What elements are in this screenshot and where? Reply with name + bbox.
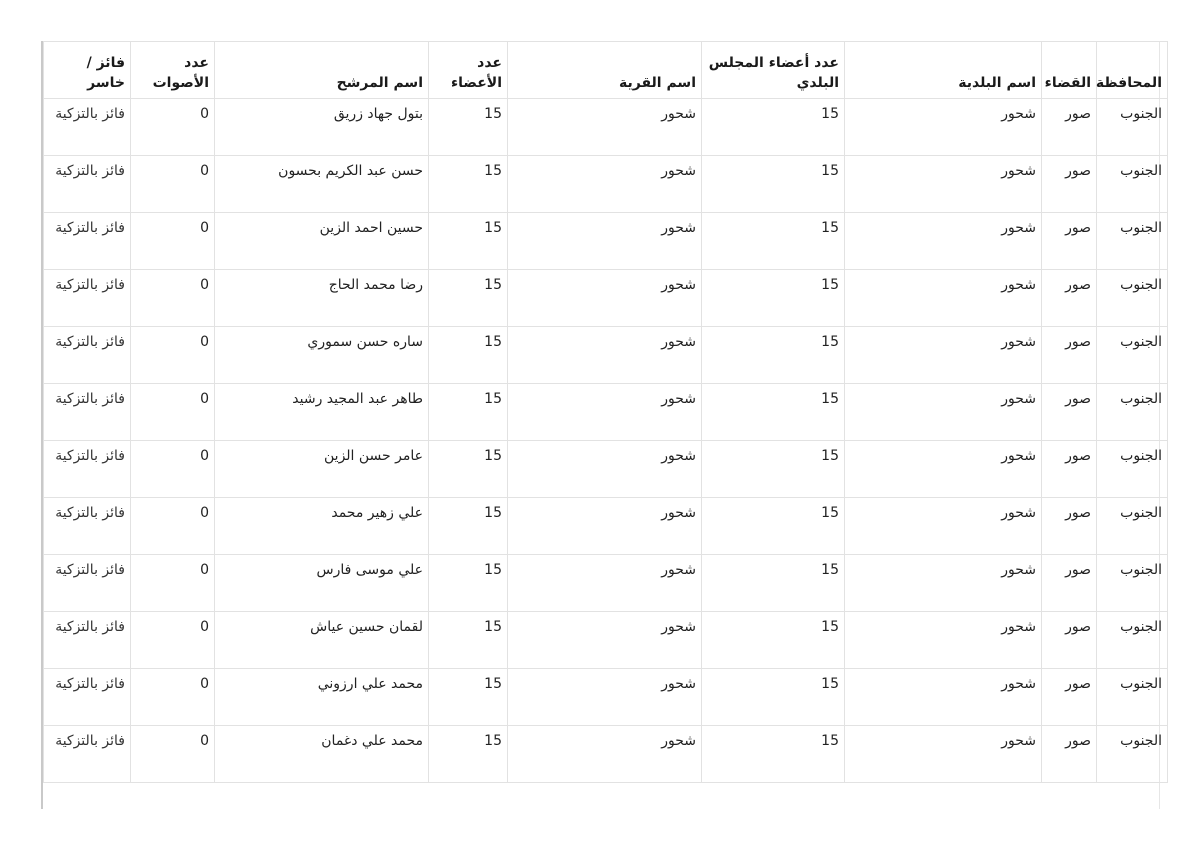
cell-village: شحور — [508, 327, 702, 384]
cell-candidate: محمد علي ارزوني — [215, 669, 429, 726]
cell-members: 15 — [429, 726, 508, 783]
cell-village: شحور — [508, 555, 702, 612]
cell-votes: 0 — [131, 270, 215, 327]
cell-candidate: عامر حسن الزين — [215, 441, 429, 498]
cell-votes: 0 — [131, 213, 215, 270]
header-council-members: عدد أعضاء المجلس البلدي — [702, 42, 845, 99]
cell-candidate: لقمان حسين عياش — [215, 612, 429, 669]
cell-municipality: شحور — [845, 213, 1042, 270]
cell-candidate: رضا محمد الحاج — [215, 270, 429, 327]
cell-candidate: حسين احمد الزين — [215, 213, 429, 270]
cell-council-members: 15 — [702, 612, 845, 669]
cell-votes: 0 — [131, 726, 215, 783]
header-governorate: المحافظة — [1097, 42, 1168, 99]
cell-village: شحور — [508, 270, 702, 327]
header-row — [44, 42, 1168, 99]
header-village: اسم القرية — [508, 42, 702, 99]
cell-council-members: 15 — [702, 270, 845, 327]
cell-governorate: الجنوب — [1097, 213, 1168, 270]
cell-governorate: الجنوب — [1097, 99, 1168, 156]
cell-governorate: الجنوب — [1097, 669, 1168, 726]
cell-governorate: الجنوب — [1097, 156, 1168, 213]
cell-result: فائز بالتزكية — [44, 327, 131, 384]
cell-council-members: 15 — [702, 441, 845, 498]
cell-votes: 0 — [131, 555, 215, 612]
cell-governorate: الجنوب — [1097, 612, 1168, 669]
cell-result: فائز بالتزكية — [44, 498, 131, 555]
table-row — [44, 327, 1168, 384]
cell-district: صور — [1042, 669, 1097, 726]
cell-votes: 0 — [131, 384, 215, 441]
cell-village: شحور — [508, 612, 702, 669]
cell-district: صور — [1042, 498, 1097, 555]
cell-result: فائز بالتزكية — [44, 384, 131, 441]
cell-votes: 0 — [131, 327, 215, 384]
cell-votes: 0 — [131, 156, 215, 213]
table-row — [44, 498, 1168, 555]
cell-municipality: شحور — [845, 270, 1042, 327]
cell-governorate: الجنوب — [1097, 555, 1168, 612]
cell-votes: 0 — [131, 612, 215, 669]
cell-council-members: 15 — [702, 99, 845, 156]
table-body — [44, 99, 1168, 783]
cell-council-members: 15 — [702, 669, 845, 726]
cell-village: شحور — [508, 498, 702, 555]
table-row — [44, 99, 1168, 156]
cell-members: 15 — [429, 384, 508, 441]
cell-district: صور — [1042, 726, 1097, 783]
table-row — [44, 612, 1168, 669]
cell-district: صور — [1042, 99, 1097, 156]
cell-members: 15 — [429, 555, 508, 612]
cell-result: فائز بالتزكية — [44, 99, 131, 156]
cell-village: شحور — [508, 441, 702, 498]
header-municipality: اسم البلدية — [845, 42, 1042, 99]
cell-votes: 0 — [131, 498, 215, 555]
header-district: القضاء — [1042, 42, 1097, 99]
cell-council-members: 15 — [702, 156, 845, 213]
cell-candidate: علي موسى فارس — [215, 555, 429, 612]
cell-members: 15 — [429, 156, 508, 213]
cell-municipality: شحور — [845, 726, 1042, 783]
cell-result: فائز بالتزكية — [44, 441, 131, 498]
cell-governorate: الجنوب — [1097, 441, 1168, 498]
cell-candidate: بتول جهاد زريق — [215, 99, 429, 156]
cell-result: فائز بالتزكية — [44, 156, 131, 213]
cell-candidate: ساره حسن سموري — [215, 327, 429, 384]
cell-village: شحور — [508, 156, 702, 213]
cell-municipality: شحور — [845, 156, 1042, 213]
cell-municipality: شحور — [845, 555, 1042, 612]
cell-district: صور — [1042, 384, 1097, 441]
cell-result: فائز بالتزكية — [44, 213, 131, 270]
cell-candidate: طاهر عبد المجيد رشيد — [215, 384, 429, 441]
cell-members: 15 — [429, 99, 508, 156]
cell-candidate: حسن عبد الكريم بحسون — [215, 156, 429, 213]
cell-votes: 0 — [131, 99, 215, 156]
cell-district: صور — [1042, 441, 1097, 498]
cell-municipality: شحور — [845, 669, 1042, 726]
cell-result: فائز بالتزكية — [44, 270, 131, 327]
header-votes: عدد الأصوات — [131, 42, 215, 99]
cell-candidate: علي زهير محمد — [215, 498, 429, 555]
cell-council-members: 15 — [702, 726, 845, 783]
cell-candidate: محمد علي دغمان — [215, 726, 429, 783]
cell-votes: 0 — [131, 441, 215, 498]
cell-governorate: الجنوب — [1097, 384, 1168, 441]
cell-municipality: شحور — [845, 441, 1042, 498]
cell-result: فائز بالتزكية — [44, 612, 131, 669]
cell-members: 15 — [429, 441, 508, 498]
cell-council-members: 15 — [702, 384, 845, 441]
table-row — [44, 726, 1168, 783]
cell-district: صور — [1042, 555, 1097, 612]
cell-district: صور — [1042, 327, 1097, 384]
cell-village: شحور — [508, 384, 702, 441]
cell-members: 15 — [429, 213, 508, 270]
cell-district: صور — [1042, 612, 1097, 669]
table-row — [44, 669, 1168, 726]
cell-village: شحور — [508, 99, 702, 156]
header-members: عدد الأعضاء — [429, 42, 508, 99]
header-candidate: اسم المرشح — [215, 42, 429, 99]
cell-council-members: 15 — [702, 498, 845, 555]
header-result: فائز / خاسر — [44, 42, 131, 99]
cell-village: شحور — [508, 726, 702, 783]
table-row — [44, 213, 1168, 270]
cell-votes: 0 — [131, 669, 215, 726]
cell-district: صور — [1042, 156, 1097, 213]
cell-members: 15 — [429, 498, 508, 555]
cell-village: شحور — [508, 669, 702, 726]
cell-council-members: 15 — [702, 213, 845, 270]
cell-municipality: شحور — [845, 612, 1042, 669]
table-row — [44, 555, 1168, 612]
cell-municipality: شحور — [845, 384, 1042, 441]
cell-members: 15 — [429, 612, 508, 669]
cell-members: 15 — [429, 669, 508, 726]
cell-district: صور — [1042, 270, 1097, 327]
cell-members: 15 — [429, 327, 508, 384]
cell-result: فائز بالتزكية — [44, 555, 131, 612]
cell-municipality: شحور — [845, 327, 1042, 384]
table-header — [44, 42, 1168, 99]
table-row — [44, 384, 1168, 441]
table-row — [44, 156, 1168, 213]
cell-result: فائز بالتزكية — [44, 726, 131, 783]
cell-council-members: 15 — [702, 555, 845, 612]
results-table — [43, 41, 1168, 783]
cell-result: فائز بالتزكية — [44, 669, 131, 726]
cell-village: شحور — [508, 213, 702, 270]
cell-municipality: شحور — [845, 498, 1042, 555]
cell-governorate: الجنوب — [1097, 726, 1168, 783]
table-row — [44, 270, 1168, 327]
cell-district: صور — [1042, 213, 1097, 270]
cell-governorate: الجنوب — [1097, 498, 1168, 555]
table-row — [44, 441, 1168, 498]
cell-council-members: 15 — [702, 327, 845, 384]
cell-governorate: الجنوب — [1097, 327, 1168, 384]
cell-municipality: شحور — [845, 99, 1042, 156]
cell-governorate: الجنوب — [1097, 270, 1168, 327]
cell-members: 15 — [429, 270, 508, 327]
